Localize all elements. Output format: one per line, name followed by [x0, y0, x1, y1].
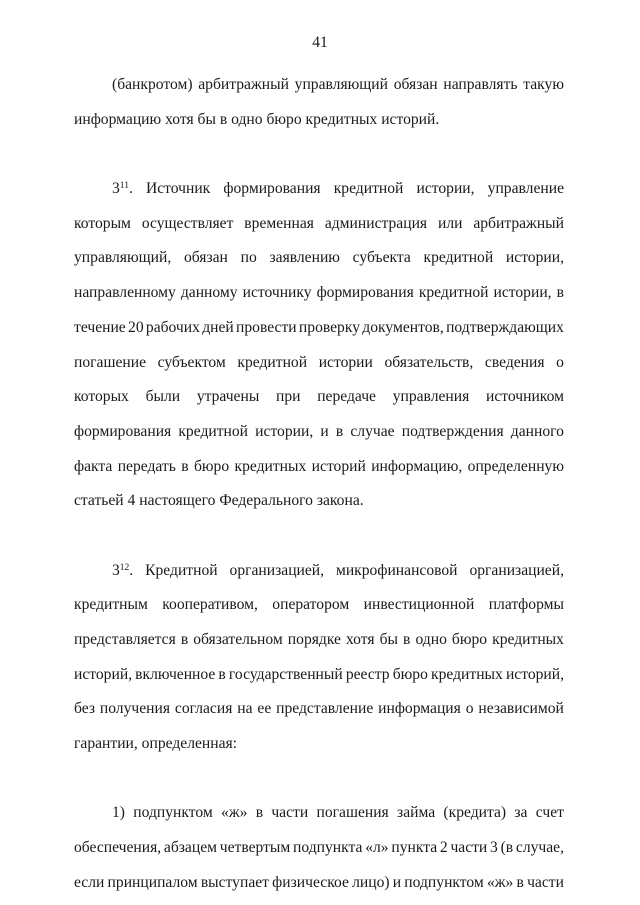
word: случае,: [515, 839, 564, 857]
text-line: [74, 211, 564, 246]
text-line: [74, 315, 564, 350]
word: организацией,: [229, 561, 325, 579]
word: историй,: [74, 665, 133, 683]
text-line: [74, 627, 564, 662]
word: 2: [439, 839, 448, 857]
word: информация: [378, 700, 461, 718]
word: истории,: [255, 422, 314, 440]
clause-number-base: 3: [112, 180, 120, 198]
word: включенное: [135, 665, 216, 683]
word: 1): [112, 804, 125, 822]
word: независимой: [478, 700, 564, 718]
word: хотя: [345, 631, 375, 648]
word: в: [516, 873, 524, 891]
word: «ж»: [486, 873, 514, 891]
word: управления: [392, 388, 470, 406]
word: принципалом: [107, 873, 198, 891]
word: историй,: [505, 665, 564, 683]
word: 3: [490, 839, 498, 857]
text-line: [74, 245, 564, 280]
word: согласия: [174, 700, 233, 718]
word: документов,: [362, 318, 444, 336]
word: бы: [379, 631, 399, 648]
word: пункта: [391, 839, 438, 857]
word: арбитражный: [198, 76, 289, 93]
word: субъекта: [352, 249, 411, 267]
text-line: [74, 592, 564, 627]
word: направлять: [443, 76, 518, 93]
word: части: [271, 804, 309, 822]
word: обязательств,: [384, 353, 474, 371]
word: обязательном: [193, 631, 283, 648]
word: арбитражный: [473, 214, 564, 232]
paragraph-gap: [74, 523, 564, 558]
word: Источник: [145, 180, 211, 198]
word: ее: [257, 700, 272, 718]
word: гарантии, определенная:: [74, 735, 238, 753]
word: в: [335, 422, 344, 440]
word: займа: [397, 804, 436, 822]
word: заявлению: [269, 249, 340, 267]
word: кредитной: [418, 284, 489, 302]
word: информацию,: [371, 457, 463, 475]
word: части: [450, 839, 488, 857]
word: истории,: [493, 284, 552, 302]
word: «л»: [365, 839, 389, 857]
word: подтверждающих: [446, 318, 564, 336]
word: погашение: [74, 353, 146, 371]
text-line: [74, 280, 564, 315]
word: временная: [244, 214, 314, 232]
word: организацией,: [469, 561, 564, 579]
word: на: [237, 700, 253, 718]
word: в: [180, 631, 189, 648]
word: четвертым: [219, 839, 291, 857]
word: проверку: [298, 318, 361, 336]
word: в: [218, 665, 226, 683]
word: одно: [415, 631, 447, 648]
word: данного: [510, 422, 564, 440]
word: обеспечения,: [74, 839, 162, 857]
word: за: [514, 804, 528, 822]
word: историй: [311, 457, 366, 475]
word: (в: [500, 839, 514, 857]
body-text: [74, 72, 564, 905]
word: которых: [74, 388, 129, 406]
word: управляющий: [294, 76, 388, 93]
paragraph: [74, 800, 564, 904]
word: кредитных: [492, 631, 564, 648]
word: истории,: [416, 180, 475, 198]
word: течение: [74, 318, 126, 336]
word: счет: [535, 804, 564, 822]
text-line: [74, 835, 564, 870]
word: передаче: [317, 388, 376, 406]
word: управляющий,: [74, 249, 172, 267]
word: передать: [117, 457, 176, 475]
word: кредитных: [431, 665, 503, 683]
text-line: [74, 558, 564, 593]
word: осуществляет: [141, 214, 234, 232]
word: были: [145, 388, 181, 406]
word: (кредита): [443, 804, 507, 822]
word: которым: [74, 214, 131, 232]
word: погашения: [316, 804, 389, 822]
word: формирования: [223, 180, 321, 198]
word: кредитной: [237, 353, 308, 371]
paragraph-gap: [74, 141, 564, 176]
word: в: [255, 804, 264, 822]
word: подпунктом: [404, 873, 484, 891]
clause-number: $3^{12}$.: [112, 558, 133, 593]
word: или: [437, 214, 463, 232]
word: источником: [485, 388, 564, 406]
word: управление: [487, 180, 564, 198]
word: факта: [74, 457, 113, 475]
word: подпункта: [293, 839, 363, 857]
text-line: [74, 107, 564, 142]
word: случае: [350, 422, 395, 440]
word: и: [320, 422, 329, 440]
text-line: [74, 384, 564, 419]
word: определенную: [467, 457, 564, 475]
word: реестр: [345, 665, 390, 683]
word: кредитной: [333, 180, 404, 198]
word: кредитных: [234, 457, 307, 475]
word: кредитным: [74, 596, 148, 614]
text-line: [74, 176, 564, 211]
word: «ж»: [221, 804, 248, 822]
word: (банкротом): [112, 76, 193, 93]
word: в: [556, 284, 564, 302]
paragraph-gap: [74, 766, 564, 801]
word: представляется: [74, 631, 176, 648]
word: истории,: [505, 249, 564, 267]
paragraph: [74, 72, 564, 141]
page-number: 41: [312, 34, 328, 51]
word: данному: [180, 284, 238, 302]
word: источнику: [242, 284, 312, 302]
word: бюро: [451, 631, 488, 648]
clause-number-superscript: 11: [119, 181, 129, 192]
text-line: [74, 454, 564, 489]
paragraph: [74, 176, 564, 523]
word: абзацем: [163, 839, 217, 857]
word: представление: [276, 700, 374, 718]
clause-number-superscript: 12: [119, 562, 130, 573]
word: в: [181, 457, 189, 475]
text-line: [74, 731, 564, 766]
text-line: [74, 662, 564, 697]
word: 20: [128, 318, 144, 336]
clause-number-base: 3: [112, 561, 120, 579]
text-line: [74, 419, 564, 454]
word: микрофинансовой: [335, 561, 458, 579]
word: подпунктом: [133, 804, 213, 822]
word: инвестиционной: [363, 596, 475, 614]
word: направленному: [74, 284, 176, 302]
word: сведения: [484, 353, 545, 371]
word: обязан: [183, 249, 228, 267]
word: бюро: [392, 665, 428, 683]
text-line: [74, 488, 564, 523]
word: платформы: [488, 596, 564, 614]
word: бюро: [193, 457, 230, 475]
word: части: [527, 873, 564, 891]
word: статьей 4 настоящего Федерального закона.: [74, 492, 364, 510]
text-line: [74, 800, 564, 835]
word: физическое: [272, 873, 349, 891]
word: информацию хотя бы в одно бюро кредитных историй.: [74, 110, 440, 128]
word: дней: [202, 318, 234, 336]
word: истории: [318, 353, 373, 371]
word: формирования: [316, 284, 414, 302]
word: администрация: [324, 214, 428, 232]
word: выступает: [200, 873, 269, 891]
text-line: [74, 696, 564, 731]
text-line: [74, 870, 564, 905]
word: государственный: [228, 665, 343, 683]
word: без: [74, 700, 95, 718]
word: провести: [236, 318, 297, 336]
word: получения: [99, 700, 171, 718]
word: по: [240, 249, 257, 267]
word: такую: [523, 76, 564, 93]
word: утрачены: [196, 388, 260, 406]
word: подтверждения: [401, 422, 504, 440]
word: оператором: [272, 596, 350, 614]
word: и: [392, 873, 402, 891]
word: лицо): [352, 873, 390, 891]
word: субъектом: [157, 353, 226, 371]
word: рабочих: [145, 318, 200, 336]
word: в: [403, 631, 411, 648]
text-line: [74, 72, 564, 107]
word: формирования: [74, 422, 172, 440]
word: порядке: [287, 631, 341, 648]
word: о: [556, 353, 564, 371]
word: обязан: [393, 76, 438, 93]
word: при: [276, 388, 301, 406]
clause-number: $3^{11}$.: [112, 176, 133, 211]
word: кооперативом,: [162, 596, 258, 614]
text-line: [74, 350, 564, 385]
word: если: [74, 873, 105, 891]
word: кредитной: [178, 422, 249, 440]
paragraph: [74, 558, 564, 766]
word: кредитной: [423, 249, 494, 267]
word: о: [465, 700, 474, 718]
word: Кредитной: [145, 561, 218, 579]
